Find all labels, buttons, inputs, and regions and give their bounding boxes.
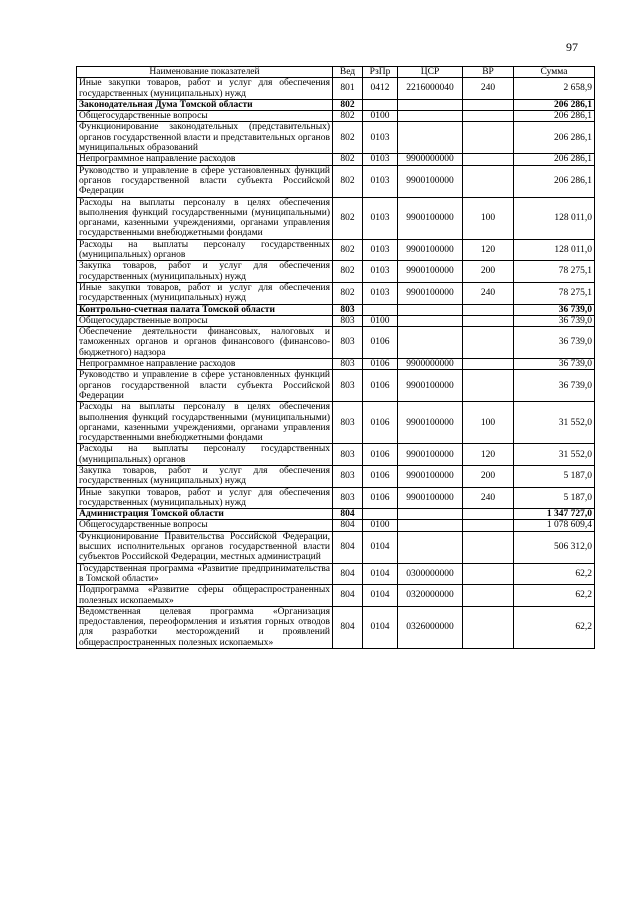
cell-ved: 802 — [333, 154, 363, 165]
cell-name: Руководство и управление в сфере установленных функций органов государственной власти субъекта Российской Федерации — [77, 165, 333, 197]
cell-ved: 802 — [333, 122, 363, 154]
cell-csr — [398, 327, 463, 359]
cell-sum: 206 286,1 — [514, 165, 595, 197]
cell-sum: 62,2 — [514, 606, 595, 648]
cell-ved: 803 — [333, 315, 363, 326]
cell-rzpr: 0412 — [363, 78, 398, 100]
cell-name: Иные закупки товаров, работ и услуг для обеспечения государственных (муниципальных) нужд — [77, 487, 333, 509]
cell-vr — [463, 606, 514, 648]
cell-vr — [463, 122, 514, 154]
cell-name: Контрольно-счетная палата Томской области — [77, 304, 333, 315]
table-row — [77, 509, 595, 520]
cell-rzpr: 0103 — [363, 165, 398, 197]
cell-name: Государственная программа «Развитие предпринимательства в Томской области» — [77, 563, 333, 585]
table-row — [77, 122, 595, 154]
cell-ved: 803 — [333, 304, 363, 315]
cell-rzpr: 0100 — [363, 520, 398, 531]
header-csr: ЦСР — [398, 67, 463, 78]
cell-sum: 36 739,0 — [514, 359, 595, 370]
cell-ved: 802 — [333, 99, 363, 110]
cell-ved: 803 — [333, 402, 363, 444]
table-row — [77, 531, 595, 563]
cell-name: Руководство и управление в сфере установленных функций органов государственной власти субъекта Российской Федерации — [77, 370, 333, 402]
cell-rzpr: 0100 — [363, 315, 398, 326]
cell-vr — [463, 99, 514, 110]
table-row — [77, 99, 595, 110]
cell-sum: 62,2 — [514, 585, 595, 607]
cell-ved: 804 — [333, 585, 363, 607]
table-row — [77, 487, 595, 509]
cell-vr: 240 — [463, 78, 514, 100]
cell-vr: 200 — [463, 261, 514, 283]
table-row — [77, 154, 595, 165]
cell-rzpr: 0103 — [363, 197, 398, 239]
cell-sum: 206 286,1 — [514, 111, 595, 122]
cell-ved: 802 — [333, 197, 363, 239]
cell-csr: 2216000040 — [398, 78, 463, 100]
table-row — [77, 585, 595, 607]
cell-vr: 120 — [463, 239, 514, 261]
table-row — [77, 165, 595, 197]
cell-name: Закупка товаров, работ и услуг для обеспечения государственных (муниципальных) нужд — [77, 465, 333, 487]
cell-ved: 803 — [333, 359, 363, 370]
cell-name: Расходы на выплаты персоналу в целях обеспечения выполнения функций государственными (муниципальными) органами, казенными учреждениями, органами управления государственными внебюджетными фондами — [77, 402, 333, 444]
cell-rzpr: 0103 — [363, 282, 398, 304]
cell-ved: 804 — [333, 520, 363, 531]
cell-rzpr: 0106 — [363, 444, 398, 466]
cell-name: Ведомственная целевая программа «Организация предоставления, переоформления и изъятия горных отводов для разработки месторождений и проявлений общераспространенных полезных ископаемых» — [77, 606, 333, 648]
table-row — [77, 282, 595, 304]
table-row — [77, 520, 595, 531]
cell-vr: 120 — [463, 444, 514, 466]
header-ved: Вед — [333, 67, 363, 78]
cell-rzpr — [363, 99, 398, 110]
cell-sum: 78 275,1 — [514, 261, 595, 283]
cell-ved: 803 — [333, 327, 363, 359]
cell-csr: 0320000000 — [398, 585, 463, 607]
cell-rzpr: 0104 — [363, 531, 398, 563]
table-row — [77, 197, 595, 239]
cell-rzpr: 0106 — [363, 465, 398, 487]
cell-csr: 9900100000 — [398, 261, 463, 283]
cell-rzpr: 0106 — [363, 487, 398, 509]
cell-ved: 804 — [333, 531, 363, 563]
cell-sum: 1 078 609,4 — [514, 520, 595, 531]
cell-name: Непрограммное направление расходов — [77, 359, 333, 370]
cell-ved: 804 — [333, 509, 363, 520]
table-row — [77, 327, 595, 359]
table-row — [77, 261, 595, 283]
cell-vr: 100 — [463, 402, 514, 444]
cell-vr — [463, 154, 514, 165]
cell-csr: 9900100000 — [398, 165, 463, 197]
cell-csr — [398, 99, 463, 110]
cell-rzpr: 0106 — [363, 327, 398, 359]
cell-rzpr — [363, 509, 398, 520]
header-rzpr: РзПр — [363, 67, 398, 78]
cell-ved: 801 — [333, 78, 363, 100]
table-row — [77, 563, 595, 585]
cell-sum: 128 011,0 — [514, 197, 595, 239]
cell-ved: 803 — [333, 487, 363, 509]
table-row — [77, 111, 595, 122]
cell-name: Расходы на выплаты персоналу в целях обеспечения выполнения функций государственными (муниципальными) органами, казенными учреждениями, органами управления государственными внебюджетными фондами — [77, 197, 333, 239]
cell-name: Иные закупки товаров, работ и услуг для обеспечения государственных (муниципальных) нужд — [77, 78, 333, 100]
cell-csr — [398, 304, 463, 315]
table-row — [77, 370, 595, 402]
cell-rzpr: 0104 — [363, 606, 398, 648]
cell-ved: 803 — [333, 444, 363, 466]
cell-vr — [463, 315, 514, 326]
cell-name: Закупка товаров, работ и услуг для обеспечения государственных (муниципальных) нужд — [77, 261, 333, 283]
cell-vr — [463, 111, 514, 122]
cell-csr: 9900100000 — [398, 239, 463, 261]
cell-sum: 1 347 727,0 — [514, 509, 595, 520]
cell-csr: 9900100000 — [398, 402, 463, 444]
table-row — [77, 315, 595, 326]
cell-name: Обеспечение деятельности финансовых, налоговых и таможенных органов и органов финансового (финансово-бюджетного) надзора — [77, 327, 333, 359]
cell-name: Непрограммное направление расходов — [77, 154, 333, 165]
cell-ved: 804 — [333, 606, 363, 648]
cell-csr: 9900100000 — [398, 197, 463, 239]
cell-ved: 803 — [333, 465, 363, 487]
cell-csr — [398, 531, 463, 563]
cell-sum: 36 739,0 — [514, 327, 595, 359]
cell-ved: 803 — [333, 370, 363, 402]
cell-name: Общегосударственные вопросы — [77, 315, 333, 326]
cell-csr — [398, 315, 463, 326]
cell-name: Законодательная Дума Томской области — [77, 99, 333, 110]
cell-ved: 802 — [333, 239, 363, 261]
cell-vr — [463, 531, 514, 563]
cell-sum: 36 739,0 — [514, 315, 595, 326]
cell-name: Расходы на выплаты персоналу государственных (муниципальных) органов — [77, 239, 333, 261]
cell-sum: 78 275,1 — [514, 282, 595, 304]
cell-name: Подпрограмма «Развитие сферы общераспространенных полезных ископаемых» — [77, 585, 333, 607]
cell-csr — [398, 122, 463, 154]
cell-vr: 100 — [463, 197, 514, 239]
cell-csr — [398, 111, 463, 122]
cell-rzpr: 0103 — [363, 239, 398, 261]
table-row — [77, 359, 595, 370]
page-number: 97 — [566, 40, 578, 54]
header-sum: Сумма — [514, 67, 595, 78]
cell-vr — [463, 563, 514, 585]
cell-name: Администрация Томской области — [77, 509, 333, 520]
cell-sum: 2 658,9 — [514, 78, 595, 100]
table-row — [77, 78, 595, 100]
cell-csr: 9900000000 — [398, 359, 463, 370]
cell-vr — [463, 585, 514, 607]
table-row — [77, 444, 595, 466]
cell-csr — [398, 509, 463, 520]
budget-table — [76, 66, 595, 649]
cell-sum: 206 286,1 — [514, 154, 595, 165]
cell-csr: 0300000000 — [398, 563, 463, 585]
cell-sum: 31 552,0 — [514, 402, 595, 444]
cell-rzpr — [363, 304, 398, 315]
cell-rzpr: 0106 — [363, 402, 398, 444]
cell-rzpr: 0103 — [363, 154, 398, 165]
cell-sum: 36 739,0 — [514, 304, 595, 315]
cell-rzpr: 0103 — [363, 122, 398, 154]
table-header-row — [77, 67, 595, 78]
cell-csr: 9900100000 — [398, 465, 463, 487]
cell-vr: 240 — [463, 282, 514, 304]
cell-vr — [463, 370, 514, 402]
cell-ved: 802 — [333, 111, 363, 122]
cell-name: Функционирование законодательных (представительных) органов государственной власти и представительных органов муниципальных образований — [77, 122, 333, 154]
cell-name: Расходы на выплаты персоналу государственных (муниципальных) органов — [77, 444, 333, 466]
cell-sum: 128 011,0 — [514, 239, 595, 261]
cell-sum: 206 286,1 — [514, 122, 595, 154]
cell-vr — [463, 304, 514, 315]
cell-ved: 802 — [333, 282, 363, 304]
cell-name: Функционирование Правительства Российской Федерации, высших исполнительных органов государственной власти субъектов Российской Федерации, местных администраций — [77, 531, 333, 563]
cell-csr: 9900100000 — [398, 487, 463, 509]
table-row — [77, 304, 595, 315]
table-row — [77, 465, 595, 487]
cell-ved: 802 — [333, 165, 363, 197]
cell-csr: 9900100000 — [398, 370, 463, 402]
cell-vr — [463, 359, 514, 370]
cell-sum: 206 286,1 — [514, 99, 595, 110]
cell-rzpr: 0106 — [363, 370, 398, 402]
cell-vr — [463, 327, 514, 359]
cell-csr — [398, 520, 463, 531]
header-vr: ВР — [463, 67, 514, 78]
cell-rzpr: 0103 — [363, 261, 398, 283]
cell-name: Общегосударственные вопросы — [77, 111, 333, 122]
cell-vr: 200 — [463, 465, 514, 487]
cell-ved: 804 — [333, 563, 363, 585]
cell-sum: 36 739,0 — [514, 370, 595, 402]
cell-csr: 9900100000 — [398, 444, 463, 466]
cell-sum: 506 312,0 — [514, 531, 595, 563]
cell-ved: 802 — [333, 261, 363, 283]
cell-name: Общегосударственные вопросы — [77, 520, 333, 531]
cell-vr — [463, 165, 514, 197]
cell-vr — [463, 520, 514, 531]
header-name: Наименование показателей — [77, 67, 333, 78]
cell-rzpr: 0104 — [363, 585, 398, 607]
cell-name: Иные закупки товаров, работ и услуг для обеспечения государственных (муниципальных) нужд — [77, 282, 333, 304]
table-row — [77, 606, 595, 648]
table-row — [77, 402, 595, 444]
cell-vr — [463, 509, 514, 520]
table-row — [77, 239, 595, 261]
cell-csr: 9900000000 — [398, 154, 463, 165]
cell-rzpr: 0106 — [363, 359, 398, 370]
cell-sum: 31 552,0 — [514, 444, 595, 466]
cell-rzpr: 0100 — [363, 111, 398, 122]
cell-sum: 5 187,0 — [514, 487, 595, 509]
cell-vr: 240 — [463, 487, 514, 509]
cell-sum: 5 187,0 — [514, 465, 595, 487]
cell-sum: 62,2 — [514, 563, 595, 585]
cell-csr: 9900100000 — [398, 282, 463, 304]
cell-rzpr: 0104 — [363, 563, 398, 585]
cell-csr: 0326000000 — [398, 606, 463, 648]
